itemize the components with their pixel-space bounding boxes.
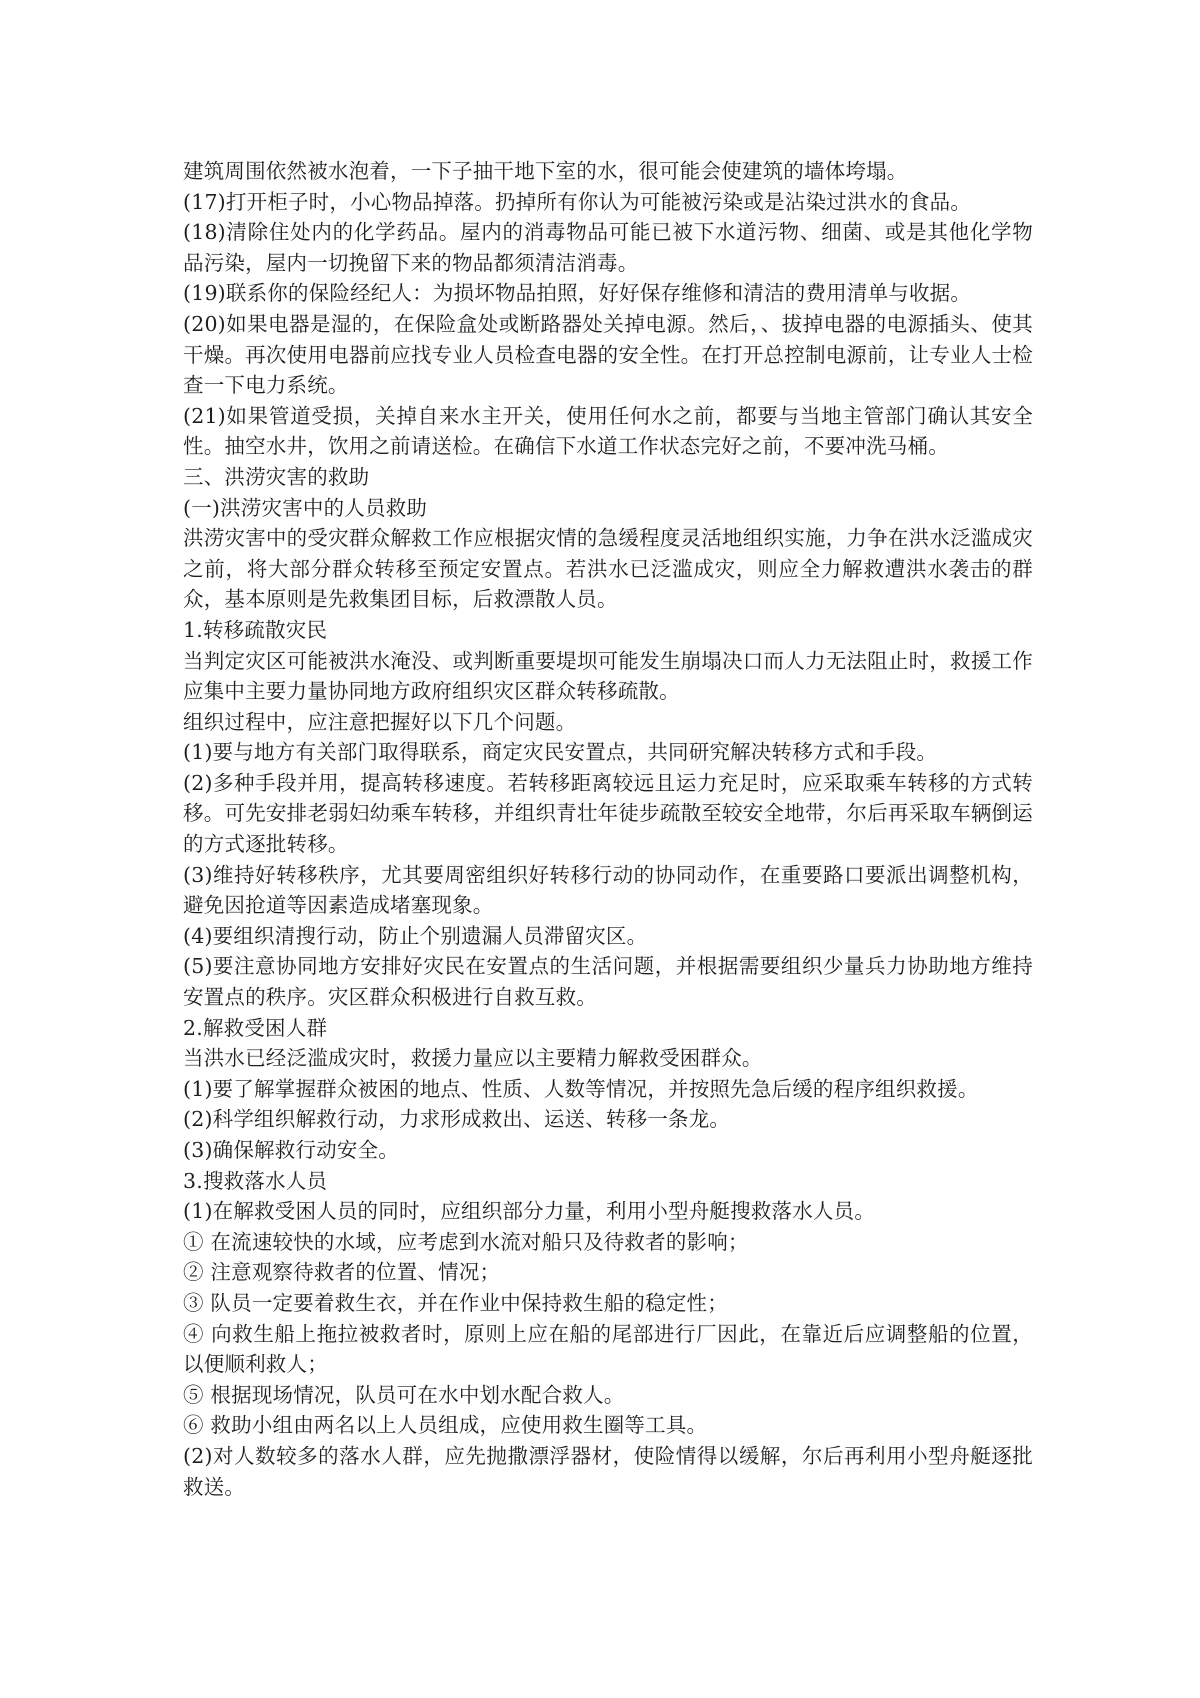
subsection-heading-1: (一)洪涝灾害中的人员救助 bbox=[183, 495, 428, 520]
rescue-item-3: (3)确保解救行动安全。 bbox=[183, 1138, 399, 1162]
paragraph-continuation: 建筑周围依然被水泡着，一下子抽干地下室的水，很可能会使建筑的墙体垮塌。 bbox=[183, 159, 908, 183]
heading-rescue-trapped: 2.解救受困人群 bbox=[183, 1015, 328, 1040]
evacuation-item-5: (5)要注意协同地方安排好灾民在安置点的生活问题，并根据需要组织少量兵力协助地方维持安置点的秩序。灾区群众积极进行自救互救。 bbox=[183, 954, 1033, 1010]
evacuation-item-3: (3)维持好转移秩序，尤其要周密组织好转移行动的协同动作，在重要路口要派出调整机构，避免因抢道等因素造成堵塞现象。 bbox=[183, 862, 1033, 918]
paragraph-item-20: (20)如果电器是湿的，在保险盒处或断路器处关掉电源。然后，、拔掉电器的电源插头、使其干燥。再次使用电器前应找专业人员检查电器的安全性。在打开总控制电源前，让专业人士检查一下电力系统。 bbox=[183, 311, 1033, 398]
paragraph-evacuation: 当判定灾区可能被洪水淹没、或判断重要堤坝可能发生崩塌决口而人力无法阻止时，救援工作应集中主要力量协同地方政府组织灾区群众转移疏散。 bbox=[183, 648, 1033, 704]
search-point-6: ⑥ 救助小组由两名以上人员组成，应使用救生圈等工具。 bbox=[183, 1413, 708, 1438]
search-point-3: ③ 队员一定要着救生衣，并在作业中保持救生船的稳定性； bbox=[183, 1290, 728, 1315]
rescue-item-2: (2)科学组织解救行动，力求形成救出、运送、转移一条龙。 bbox=[183, 1107, 731, 1132]
paragraph-item-17: (17)打开柜子时，小心物品掉落。扔掉所有你认为可能被污染或是沾染过洪水的食品。 bbox=[183, 189, 972, 214]
heading-evacuation: 1.转移疏散灾民 bbox=[183, 617, 328, 642]
search-item-1: (1)在解救受困人员的同时，应组织部分力量，利用小型舟艇搜救落水人员。 bbox=[183, 1199, 876, 1224]
evacuation-item-1: (1)要与地方有关部门取得联系，商定灾民安置点，共同研究解决转移方式和手段。 bbox=[183, 740, 938, 765]
paragraph-item-19: (19)联系你的保险经纪人：为损坏物品拍照，好好保存维修和清洁的费用清单与收据。 bbox=[183, 281, 972, 306]
search-item-2: (2)对人数较多的落水人群，应先抛撒漂浮器材，使险情得以缓解，尔后再利用小型舟艇逐批救送。 bbox=[183, 1443, 1033, 1499]
search-point-2: ② 注意观察待救者的位置、情况； bbox=[183, 1260, 501, 1285]
evacuation-item-4: (4)要组织清搜行动，防止个别遗漏人员滞留灾区。 bbox=[183, 923, 648, 948]
paragraph-organization: 组织过程中，应注意把握好以下几个问题。 bbox=[183, 709, 577, 734]
rescue-item-1: (1)要了解掌握群众被困的地点、性质、人数等情况，并按照先急后缓的程序组织救援。 bbox=[183, 1076, 979, 1101]
search-point-4: ④ 向救生船上拖拉被救者时，原则上应在船的尾部进行厂因此，在靠近后应调整船的位置，以便顺利救人； bbox=[183, 1321, 1033, 1377]
document-body bbox=[183, 156, 1033, 1502]
paragraph-item-21: (21)如果管道受损，关掉自来水主开关，使用任何水之前，都要与当地主管部门确认其安全性。抽空水井，饮用之前请送检。在确信下水道工作状态完好之前，不要冲洗马桶。 bbox=[183, 403, 1033, 459]
search-point-5: ⑤ 根据现场情况，队员可在水中划水配合救人。 bbox=[183, 1382, 625, 1407]
section-heading-3: 三、洪涝灾害的救助 bbox=[183, 464, 370, 489]
search-point-1: ① 在流速较快的水域，应考虑到水流对船只及待救者的影响； bbox=[183, 1229, 749, 1254]
paragraph-item-18: (18)清除住处内的化学药品。屋内的消毒物品可能已被下水道污物、细菌、或是其他化学物品污染，屋内一切挽留下来的物品都须清洁消毒。 bbox=[183, 220, 1033, 275]
paragraph-intro: 洪涝灾害中的受灾群众解救工作应根据灾情的急缓程度灵活地组织实施，力争在洪水泛滥成灾之前，将大部分群众转移至预定安置点。若洪水已泛滥成灾，则应全力解救遭洪水袭击的群众，基本原则是先救集团目标，后救漂散人员。 bbox=[183, 526, 1033, 612]
evacuation-item-2: (2)多种手段并用，提高转移速度。若转移距离较远且运力充足时，应采取乘车转移的方式转移。可先安排老弱妇幼乘车转移，并组织青壮年徒步疏散至较安全地带，尔后再采取车辆倒运的方式逐批转移。 bbox=[183, 770, 1033, 857]
heading-search-drowning: 3.搜救落水人员 bbox=[183, 1168, 328, 1193]
paragraph-rescue-trapped: 当洪水已经泛滥成灾时，救援力量应以主要精力解救受困群众。 bbox=[183, 1046, 763, 1071]
